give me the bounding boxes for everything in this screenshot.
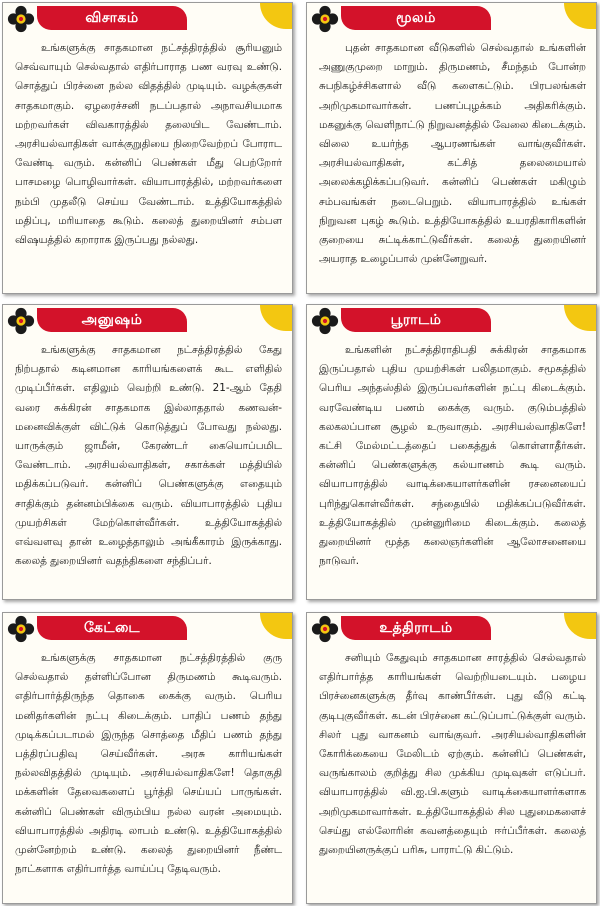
card-uthiradam (306, 612, 597, 904)
card-title: விசாகம் (37, 6, 187, 30)
card-header (307, 305, 596, 335)
corner-decoration (564, 3, 596, 29)
card-header (307, 3, 596, 33)
card-body: உங்களுக்கு சாதகமான நட்சத்திரத்தில் கேது நிற்பதால் கடினமான காரியங்களைக் கூட எளிதில் முடிப்பீர்கள். எதிலும் வெற்றி உண்டு. 21-ஆம் தேதி வரை சுக்கிரன் சாதகமாக இல்லாததால் கணவன்-மனைவிக்குள் விட்டுக் கொடுத்துப் போவது நல்லது. யாருக்கும் ஜாமீன், கேரண்டர் கையொப்பமிட வேண்டாம். அரசியல்வாதிகள், சகாக்கள் மத்தியில் மதிக்கப்படுவர். கன்னிப் பெண்களுக்கு எதையும் சாதிக்கும் தன்னம்பிக்கை வரும். வியாபாரத்தில் புதிய முயற்சிகள் மேற்கொள்வீர்கள். உத்தியோகத்தில் எவ்வளவு தான் உழைத்தாலும் அங்கீகாரம் இருக்காது. கலைத் துறையினர் வதந்திகளை சந்திப்பர். (15, 344, 282, 568)
flower-icon (311, 615, 339, 643)
card-header (3, 305, 292, 335)
card-title: கேட்டை (37, 616, 187, 640)
card-body: உங்களுக்கு சாதகமான நட்சத்திரத்தில் குரு செல்வதால் தள்ளிப்போன திருமணம் கூடிவரும். எதிர்பார்த்திருந்த தொகை கைக்கு வரும். பெரிய மனிதர்களின் நட்பு கிடைக்கும். பாதிப் பணம் தந்து முடிக்கப்படாமல் இருந்த சொத்தை மீதிப் பணம் தந்து பத்திரப்பதிவு செய்வீர்கள். அரசு காரியங்கள் நல்லவிதத்தில் முடியும். அரசியல்வாதிகளே! தொகுதி மக்களின் தேவைகளைப் பூர்த்தி செய்யப் பாருங்கள். கன்னிப் பெண்கள் விரும்பிய நல்ல வரன் அமையும். வியாபாரத்தில் அதிரடி லாபம் உண்டு. உத்தியோகத்தில் முன்னேற்றம் உண்டு. கலைத் துறையினர் நீண்ட நாட்களாக எதிர்பார்த்த வாய்ப்பு தேடிவரும். (15, 652, 282, 876)
flower-icon (7, 307, 35, 335)
card-kettai (2, 612, 293, 904)
flower-icon (7, 615, 35, 643)
card-visakam (2, 2, 293, 294)
card-header (3, 3, 292, 33)
flower-icon (311, 5, 339, 33)
card-header (307, 613, 596, 643)
card-title: அனுஷம் (37, 308, 187, 332)
card-body: உங்களுக்கு சாதகமான நட்சத்திரத்தில் சூரியனும் செவ்வாயும் செல்வதால் எதிர்பாராத பண வரவு உண்டு. சொத்துப் பிரச்னை நல்ல விதத்தில் முடியும். வழக்குகள் சாதகமாகும். ஏழரைச்சனி நடப்பதால் அநாவசியமாக மற்றவர்கள் விவகாரத்தில் தலையிட வேண்டாம். அரசியல்வாதிகள் வாக்குறுதியை நிறைவேற்றப் போராட வேண்டி வரும். கன்னிப் பெண்கள் மீது பெற்றோர் பாசமழை பொழிவார்கள். வியாபாரத்தில், மற்றவர்களை நம்பி முதலீடு செய்ய வேண்டாம். உத்தியோகத்தில் மதிப்பு, மரியாதை கூடும். கலைத் துறையினர் சம்பள விஷயத்தில் கறாராக இருப்பது நல்லது. (15, 42, 282, 247)
flower-icon (311, 307, 339, 335)
card-body: உங்களின் நட்சத்திராதிபதி சுக்கிரன் சாதகமாக இருப்பதால் புதிய முயற்சிகள் பலிதமாகும். சமூகத்தில் பெரிய அந்தஸ்தில் இருப்பவர்களின் நட்பு கிடைக்கும். வரவேண்டிய பணம் கைக்கு வரும். குடும்பத்தில் கலகலப்பான சூழல் உருவாகும். அரசியல்வாதிகளே! கட்சி மேல்மட்டத்தைப் பகைத்துக் கொள்ளாதீர்கள். கன்னிப் பெண்களுக்கு கல்யாணம் கூடி வரும். வியாபாரத்தில் வாடிக்கையாளர்களின் ரசனையைப் புரிந்துகொள்வீர்கள். சந்தையில் மதிக்கப்படுவீர்கள். உத்தியோகத்தில் முன்னுரிமை கிடைக்கும். கலைத் துறையினர் மூத்த கலைஞர்களின் ஆலோசனையை நாடுவர். (319, 344, 586, 568)
card-header (3, 613, 292, 643)
corner-decoration (260, 305, 292, 331)
corner-decoration (260, 3, 292, 29)
card-anusham (2, 304, 293, 600)
card-title: பூராடம் (341, 308, 491, 332)
card-pooradam (306, 304, 597, 600)
card-body: சனியும் கேதுவும் சாதகமான சாரத்தில் செல்வதால் எதிர்பார்த்த காரியங்கள் வெற்றியடையும். பழைய பிரச்னைகளுக்கு தீர்வு காண்பீர்கள். புது வீடு கட்டி குடிபுகுவீர்கள். கடன் பிரச்னை கட்டுப்பாட்டுக்குள் வரும். சிலர் புது வாகனம் வாங்குவர். அரசியல்வாதிகளின் கோரிக்கையை மேலிடம் ஏற்கும். கன்னிப் பெண்கள், வருங்காலம் குறித்து சில முக்கிய முடிவுகள் எடுப்பர். வியாபாரத்தில் வி.ஐ.பி.களும் வாடிக்கையாளர்களாக அறிமுகமாவார்கள். உத்தியோகத்தில் சில புதுமைகளைச் செய்து எல்லோரின் கவனத்தையும் ஈர்ப்பீர்கள். கலைத் துறையினருக்குப் பரிசு, பாராட்டு கிட்டும். (319, 652, 586, 857)
flower-icon (7, 5, 35, 33)
corner-decoration (564, 613, 596, 639)
card-title: உத்திராடம் (341, 616, 491, 640)
corner-decoration (564, 305, 596, 331)
corner-decoration (260, 613, 292, 639)
card-body: புதன் சாதகமான வீடுகளில் செல்வதால் உங்களின் அணுகுமுறை மாறும். திருமணம், சீமந்தம் போன்ற சுபநிகழ்ச்சிகளால் வீடு களைகட்டும். பிரபலங்கள் அறிமுகமாவார்கள். பணப்புழக்கம் அதிகரிக்கும். மகனுக்கு வெளிநாட்டு நிறுவனத்தில் வேலை கிடைக்கும். விலை உயர்ந்த ஆபரணங்கள் வாங்குவீர்கள். அரசியல்வாதிகள், கட்சித் தலைமையால் அலைக்கழிக்கப்படுவர். கன்னிப் பெண்கள் மகிழும் சம்பவங்கள் நடைபெறும். வியாபாரத்தில் உங்கள் நிறுவன புகழ் கூடும். உத்தியோகத்தில் உயரதிகாரிகளின் குறையை சுட்டிக்காட்டுவீர்கள். கலைத் துறையினர் அயராத உழைப்பால் முன்னேறுவர். (319, 42, 586, 266)
card-moolam (306, 2, 597, 294)
card-title: மூலம் (341, 6, 491, 30)
